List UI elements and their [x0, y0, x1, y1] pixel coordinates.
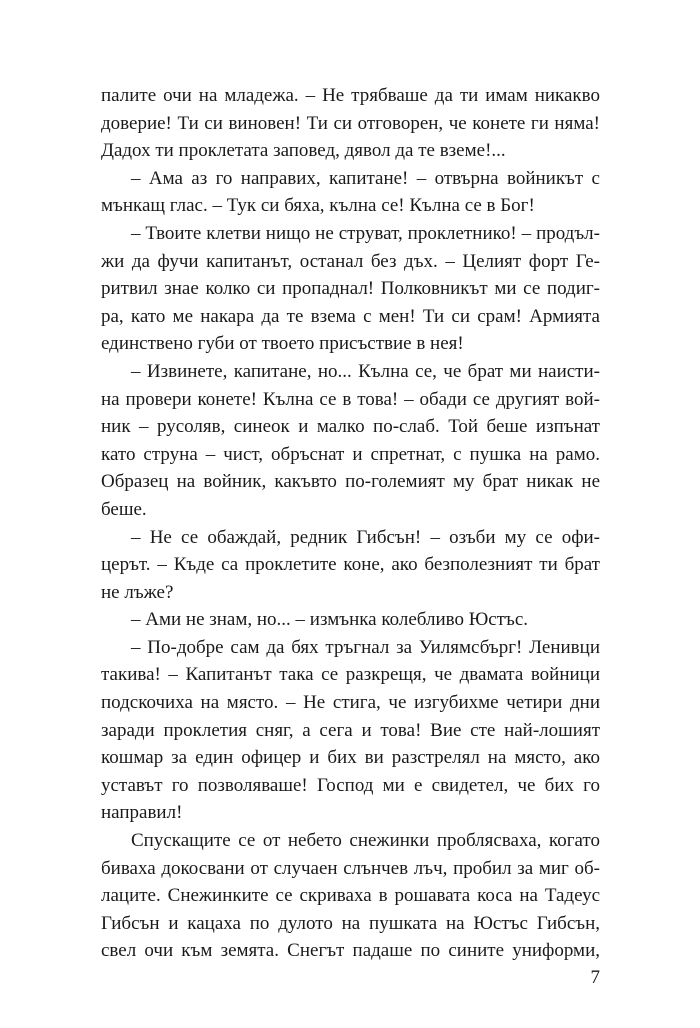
text-line: доверие! Ти си виновен! Ти си отговорен, че конете ги няма! [101, 112, 600, 134]
text-line: ритвил знае колко си пропаднал! Полковникът ми се подиг- [101, 278, 600, 300]
text-line: – Ама аз го направих, капитане! – отвърна войникът с [131, 167, 600, 189]
text-line: Спускащите се от небето снежинки проблясваха, когато [131, 830, 600, 852]
text-line: Дадох ти проклетата заповед, дявол да те вземе!... [101, 140, 506, 162]
text-line: – Не се обаждай, редник Гибсън! – озъби му се офи- [131, 526, 600, 548]
text-line: – По-добре сам да бях тръгнал за Уилямсбърг! Ленивци [131, 636, 600, 658]
text-line: свел очи към земята. Снегът падаше по сините униформи, [101, 940, 600, 962]
text-line: – Извинете, капитане, но... Кълна се, че брат ми наисти- [131, 360, 600, 382]
text-line: уставът го позволяваше! Господ ми е свидетел, че бих го [101, 774, 600, 796]
text-line: лаците. Снежинките се скриваха в рошавата коса на Тадеус [101, 885, 600, 907]
body-text [101, 82, 600, 965]
text-line: единствено губи от твоето присъствие в нея! [101, 333, 464, 355]
text-line: кошмар за един офицер и бих ви разстрелял на място, ако [101, 747, 600, 769]
page-number: 7 [590, 967, 600, 988]
text-line: като струна – чист, обръснат и спретнат, с пушка на рамо. [101, 443, 600, 465]
text-line: ра, като ме накара да те взема с мен! Ти си срам! Армията [101, 305, 600, 327]
text-line: – Ами не знам, но... – измънка колебливо Юстъс. [131, 609, 528, 631]
text-line: Образец на войник, какъвто по-големият му брат никак не [101, 471, 600, 493]
text-line: направил! [101, 802, 183, 824]
text-line: мънкащ глас. – Тук си бяха, кълна се! Кълна се в Бог! [101, 195, 535, 217]
text-line: беше. [101, 498, 147, 520]
text-line: жи да фучи капитанът, останал без дъх. – Целият форт Ге- [101, 250, 600, 272]
text-line: палите очи на младежа. – Не трябваше да ти имам никакво [101, 85, 600, 106]
text-line: Гибсън и кацаха по дулото на пушката на Юстъс Гибсън, [101, 912, 600, 934]
text-line: подскочиха на място. – Не стига, че изгубихме четири дни [101, 692, 600, 714]
text-line: не лъже? [101, 581, 174, 603]
text-line: на провери конете! Кълна се в това! – обади се другият вой- [101, 388, 600, 410]
text-line: церът. – Къде са проклетите коне, ако безполезният ти брат [101, 554, 600, 576]
text-line: – Твоите клетви нищо не струват, проклетнико! – продъл- [131, 222, 600, 244]
text-line: такива! – Капитанът така се разкрещя, че двамата войници [101, 664, 600, 686]
text-line: биваха докосвани от случаен слънчев лъч, пробил за миг об- [101, 857, 600, 879]
text-line: ник – русоляв, синеок и малко по-слаб. Той беше изпънат [101, 416, 600, 438]
text-line: заради проклетия сняг, а сега и това! Вие сте най-лошият [101, 719, 600, 741]
